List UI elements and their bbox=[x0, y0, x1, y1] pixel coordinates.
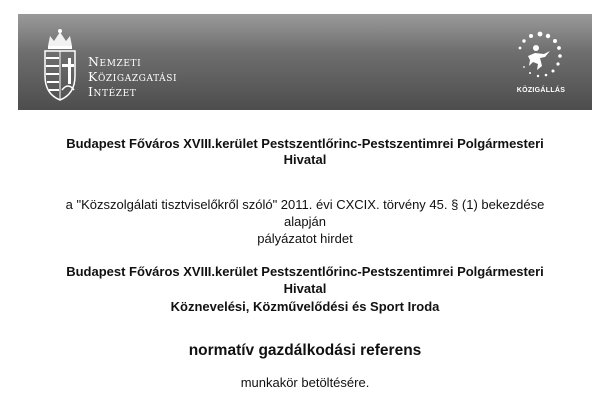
institute-name-line2: Közigazgatási bbox=[88, 69, 178, 84]
institute-name-line1: Nemzeti bbox=[88, 54, 142, 69]
kozigallas-logo bbox=[500, 24, 580, 104]
coat-of-arms-icon bbox=[40, 24, 80, 102]
institute-name-line3: Intézet bbox=[88, 84, 137, 99]
position-title: normatív gazdálkodási referens bbox=[188, 342, 422, 359]
closing-text: munkakör betöltésére. bbox=[240, 375, 370, 390]
law-reference-line2: alapján bbox=[284, 214, 326, 229]
institute-brand bbox=[40, 24, 220, 104]
employer2-line2: Hivatal bbox=[283, 281, 327, 296]
employer-line1: Budapest Főváros XVIII.kerület Pestszentlőrinc-Pestszentimrei Polgármesteri bbox=[66, 136, 544, 151]
department-name: Köznevelési, Közművelődési és Sport Iroda bbox=[170, 299, 440, 314]
kozigallas-logo-text: KÖZIGÁLLÁS bbox=[516, 87, 566, 94]
kozigallas-star-icon bbox=[500, 24, 580, 86]
law-reference-line1: a "Közszolgálati tisztviselőkről szóló" 2011. évi CXCIX. törvény 45. § (1) bekezdése bbox=[65, 197, 545, 212]
employer-line2: Hivatal bbox=[283, 152, 327, 167]
employer2-line1: Budapest Főváros XVIII.kerület Pestszentlőrinc-Pestszentimrei Polgármesteri bbox=[66, 264, 544, 279]
institute-name bbox=[88, 54, 177, 99]
header-banner bbox=[18, 14, 592, 110]
announcement-text: pályázatot hirdet bbox=[257, 231, 353, 246]
